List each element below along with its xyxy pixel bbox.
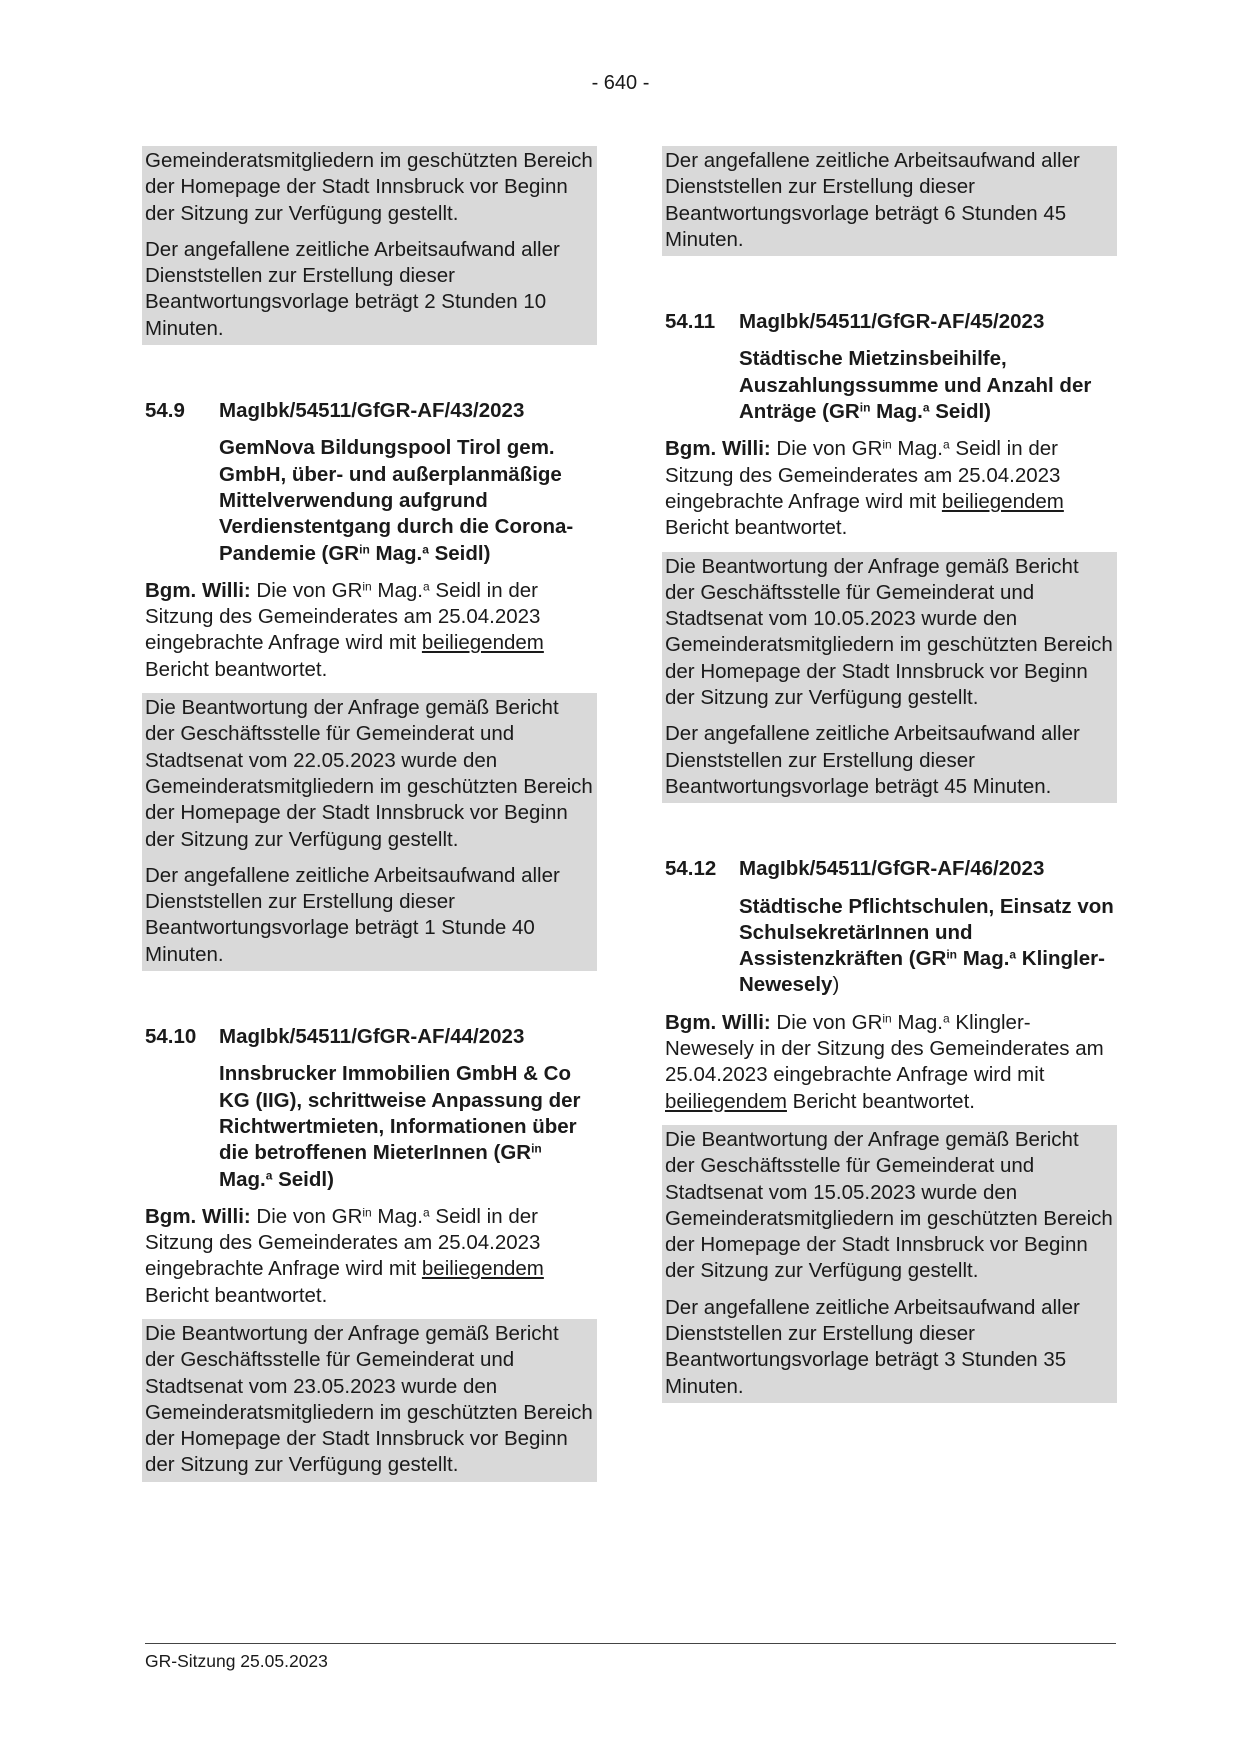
item-reference: MagIbk/54511/GfGR-AF/43/2023 xyxy=(219,399,525,423)
item-heading xyxy=(665,856,1117,882)
statement: Bgm. Willi: Die von $GR^{in}$ Mag.$^a$ Seidl in der Sitzung des Gemeinderates am 25.04.2023 eingebrachte Anfrage wird mit beiliegendem Bericht beantwortet. xyxy=(145,1204,544,1307)
highlighted-block xyxy=(142,146,597,345)
statement: Bgm. Willi: Die von $GR^{in}$ Mag.$^a$ Seidl in der Sitzung des Gemeinderates am 25.04.2023 eingebrachte Anfrage wird mit beiliegendem Bericht beantwortet. xyxy=(665,437,1064,540)
item-reference: MagIbk/54511/GfGR-AF/46/2023 xyxy=(739,857,1045,881)
item-number: 54.10 xyxy=(145,1025,197,1049)
agenda-item-54-12 xyxy=(665,856,1117,1403)
item-heading xyxy=(145,1024,597,1050)
statement: Bgm. Willi: Die von $GR^{in}$ Mag.$^a$ Seidl in der Sitzung des Gemeinderates am 25.04.2023 eingebrachte Anfrage wird mit beiliegendem Bericht beantwortet. xyxy=(145,578,544,681)
agenda-item-54-11 xyxy=(665,309,1117,803)
speaker: Bgm. Willi: xyxy=(665,437,771,461)
item-reference: MagIbk/54511/GfGR-AF/44/2023 xyxy=(219,1025,525,1049)
right-column xyxy=(665,146,1117,1403)
highlighted-block xyxy=(662,146,1117,256)
paragraph: Der angefallene zeitliche Arbeitsaufwand aller Dienststellen zur Erstellung dieser Beantwortungsvorlage beträgt 3 Stunden 35 Minuten. xyxy=(665,1295,1080,1398)
statement: Bgm. Willi: Die von $GR^{in}$ Mag.$^a$ Klingler-Newesely in der Sitzung des Gemeinderates am 25.04.2023 eingebrachte Anfrage wird mit beiliegendem Bericht beantwortet. xyxy=(665,1010,1104,1113)
attachment-link[interactable]: beiliegendem xyxy=(421,631,544,655)
footer-divider xyxy=(145,1643,1116,1644)
paragraph: Der angefallene zeitliche Arbeitsaufwand aller Dienststellen zur Erstellung dieser Beantwortungsvorlage beträgt 6 Stunden 45 Minuten. xyxy=(665,149,1080,251)
speaker: Bgm. Willi: xyxy=(665,1010,771,1034)
highlighted-block xyxy=(142,1319,597,1482)
paragraph: Der angefallene zeitliche Arbeitsaufwand aller Dienststellen zur Erstellung dieser Beantwortungsvorlage beträgt 1 Stunde 40 Minuten. xyxy=(145,863,560,966)
item-heading xyxy=(145,398,597,424)
item-number: 54.9 xyxy=(145,399,185,423)
item-number: 54.12 xyxy=(665,857,717,881)
paragraph: Die Beantwortung der Anfrage gemäß Bericht der Geschäftsstelle für Gemeinderat und Stadtsenat vom 22.05.2023 wurde den Gemeinderatsmitgliedern im geschützten Bereich der Homepage der Stadt Innsbruck vor Beginn der Sitzung zur Verfügung gestellt. xyxy=(145,696,593,851)
speaker: Bgm. Willi: xyxy=(145,1204,251,1228)
highlighted-block xyxy=(662,552,1117,804)
attachment-link[interactable]: beiliegendem xyxy=(421,1257,544,1281)
item-title: Städtische Pflichtschulen, Einsatz von SchulsekretärInnen und Assistenzkräften ($GR^{in}$ Mag.$^a$ Klingler-Newesely) xyxy=(739,894,1114,997)
agenda-item-54-9 xyxy=(145,398,597,971)
item-heading xyxy=(665,309,1117,335)
paragraph: Der angefallene zeitliche Arbeitsaufwand aller Dienststellen zur Erstellung dieser Beantwortungsvorlage beträgt 2 Stunden 10 Minuten. xyxy=(145,237,560,340)
paragraph: Die Beantwortung der Anfrage gemäß Bericht der Geschäftsstelle für Gemeinderat und Stadtsenat vom 23.05.2023 wurde den Gemeinderatsmitgliedern im geschützten Bereich der Homepage der Stadt Innsbruck vor Beginn der Sitzung zur Verfügung gestellt. xyxy=(145,1321,593,1477)
highlighted-block xyxy=(662,1125,1117,1403)
agenda-item-54-10 xyxy=(145,1024,597,1482)
paragraph: Die Beantwortung der Anfrage gemäß Bericht der Geschäftsstelle für Gemeinderat und Stadtsenat vom 15.05.2023 wurde den Gemeinderatsmitgliedern im geschützten Bereich der Homepage der Stadt Innsbruck vor Beginn der Sitzung zur Verfügung gestellt. xyxy=(665,1127,1113,1283)
item-title: Städtische Mietzinsbeihilfe, Auszahlungssumme und Anzahl der Anträge ($GR^{in}$ Mag.$^a$ Seidl) xyxy=(739,347,1092,424)
item-title: Innsbrucker Immobilien GmbH & Co KG (IIG), schrittweise Anpassung der Richtwertmieten, Informationen über die betroffenen MieterInnen ($GR^{in}$ Mag.$^a$ Seidl) xyxy=(219,1062,581,1191)
page-number: - 640 - xyxy=(591,72,650,94)
paragraph: Gemeinderatsmitgliedern im geschützten Bereich der Homepage der Stadt Innsbruck vor Beginn der Sitzung zur Verfügung gestellt. xyxy=(145,149,593,225)
attachment-link[interactable]: beiliegendem xyxy=(665,1089,787,1113)
attachment-link[interactable]: beiliegendem xyxy=(941,489,1064,513)
speaker: Bgm. Willi: xyxy=(145,578,251,602)
paragraph: Die Beantwortung der Anfrage gemäß Bericht der Geschäftsstelle für Gemeinderat und Stadtsenat vom 10.05.2023 wurde den Gemeinderatsmitgliedern im geschützten Bereich der Homepage der Stadt Innsbruck vor Beginn der Sitzung zur Verfügung gestellt. xyxy=(665,554,1113,710)
item-reference: MagIbk/54511/GfGR-AF/45/2023 xyxy=(739,310,1045,334)
item-title: GemNova Bildungspool Tirol gem. GmbH, über- und außerplanmäßige Mittelverwendung aufgrund Verdienstentgang durch die Corona-Pandemie ($GR^{in}$ Mag.$^a$ Seidl) xyxy=(219,436,574,565)
left-column xyxy=(145,146,597,1482)
page-footer: GR-Sitzung 25.05.2023 xyxy=(145,1651,328,1671)
paragraph: Der angefallene zeitliche Arbeitsaufwand aller Dienststellen zur Erstellung dieser Beantwortungsvorlage beträgt 45 Minuten. xyxy=(665,722,1080,798)
item-number: 54.11 xyxy=(665,310,716,334)
highlighted-block xyxy=(142,693,597,971)
